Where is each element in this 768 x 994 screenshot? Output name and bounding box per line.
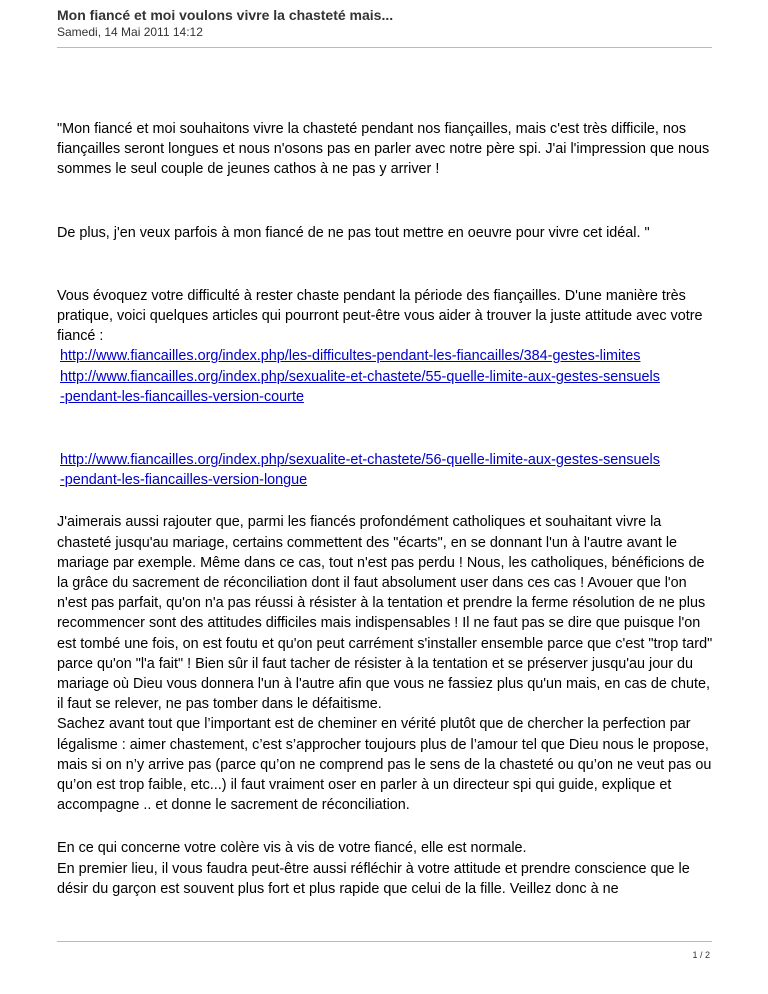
article-title: Mon fiancé et moi voulons vivre la chasteté mais... bbox=[57, 7, 394, 23]
footer-divider bbox=[57, 941, 712, 942]
ecarts-paragraph: J'aimerais aussi rajouter que, parmi les fiancés profondément catholiques et souhaitant vivre la chasteté jusqu'au mariage, certains commettent des "écarts", en se donnant l'un à l'autre avant le mariage par exemple. Même dans ce cas, tout n'est pas perdu ! Nous, les catholiques, bénéficions de la grâce du sacrement de réconciliation dont il faut absolument user dans ces cas ! Avouer que l'on n'est pas parfait, qu'on n'a pas réussi à résister à la tentation et prendre la ferme résolution de ne plus recommencer sont des attitudes difficiles mais indispensables ! Il ne faut pas se dire que puisque l'on est tombé une fois, on est foutu et qu'on peut carrément s'installer ensemble parce que c'est "trop tard" parce qu'on "l'a fait" ! Bien sûr il faut tacher de résister à la tentation et se préserver jusqu'au jour du mariage où Dieu vous donnera l'un à l'autre afin que vous ne fassiez plus qu'un mais, en cas de chute, il faut se relever, ne pas tomber dans le défaitisme. bbox=[57, 514, 713, 713]
links-group-1 bbox=[57, 346, 717, 407]
colere-paragraph: En ce qui concerne votre colère vis à vis de votre fiancé, elle est normale. bbox=[57, 840, 527, 857]
link-version-courte-line1: http://www.fiancailles.org/index.php/sexualite-et-chastete/55-quelle-limite-aux-gestes-sensuels bbox=[60, 368, 660, 385]
question-paragraph-2: De plus, j'en veux parfois à mon fiancé de ne pas tout mettre en oeuvre pour vivre cet idéal. " bbox=[57, 224, 650, 241]
link-version-courte[interactable] bbox=[60, 367, 717, 407]
link-version-longue-line2: -pendant-les-fiancailles-version-longue bbox=[60, 472, 308, 489]
answer-intro-paragraph: Vous évoquez votre difficulté à rester chaste pendant la période des fiançailles. D'une manière très pratique, voici quelques articles qui pourront peut-être vous aider à trouver la juste attitude avec votre fiancé : bbox=[57, 287, 703, 345]
question-paragraph-1: "Mon fiancé et moi souhaitons vivre la chasteté pendant nos fiançailles, mais c'est très difficile, nos fiançailles seront longues et nous n'osons pas en parler avec notre père spi. J'ai l'impression que nous sommes le seul couple de jeunes cathos à ne pas y arriver ! bbox=[57, 121, 710, 178]
link-version-courte-line2: -pendant-les-fiancailles-version-courte bbox=[60, 388, 304, 405]
link-version-longue[interactable] bbox=[60, 450, 717, 490]
header-divider bbox=[57, 47, 712, 48]
link-gestes-limites[interactable]: http://www.fiancailles.org/index.php/les-difficultes-pendant-les-fiancailles/384-gestes-limites bbox=[60, 348, 641, 365]
link-version-longue-line1: http://www.fiancailles.org/index.php/sexualite-et-chastete/56-quelle-limite-aux-gestes-sensuels bbox=[60, 452, 660, 469]
page-header bbox=[57, 7, 711, 40]
premier-lieu-paragraph: En premier lieu, il vous faudra peut-être aussi réfléchir à votre attitude et prendre conscience que le désir du garçon est souvent plus fort et plus rapide que celui de la fille. Veillez donc à ne bbox=[57, 860, 690, 897]
article-body bbox=[57, 119, 717, 899]
links-group-2 bbox=[57, 450, 717, 490]
verite-paragraph: Sachez avant tout que l’important est de cheminer en vérité plutôt que de chercher la perfection par légalisme : aimer chastement, c’est s’approcher toujours plus de l’amour tel que Dieu nous le propose, mais si on n’y arrive pas (parce qu’on ne comprend pas le sens de la chasteté ou qu’on ne veut pas ou qu’on est trop faible, etc...) il faut vraiment oser en parler à un directeur spi qui guide, explique et accompagne .. et donne le sacrement de réconciliation. bbox=[57, 716, 712, 814]
article-date: Samedi, 14 Mai 2011 14:12 bbox=[57, 25, 203, 39]
page-number: 1 / 2 bbox=[692, 950, 710, 960]
